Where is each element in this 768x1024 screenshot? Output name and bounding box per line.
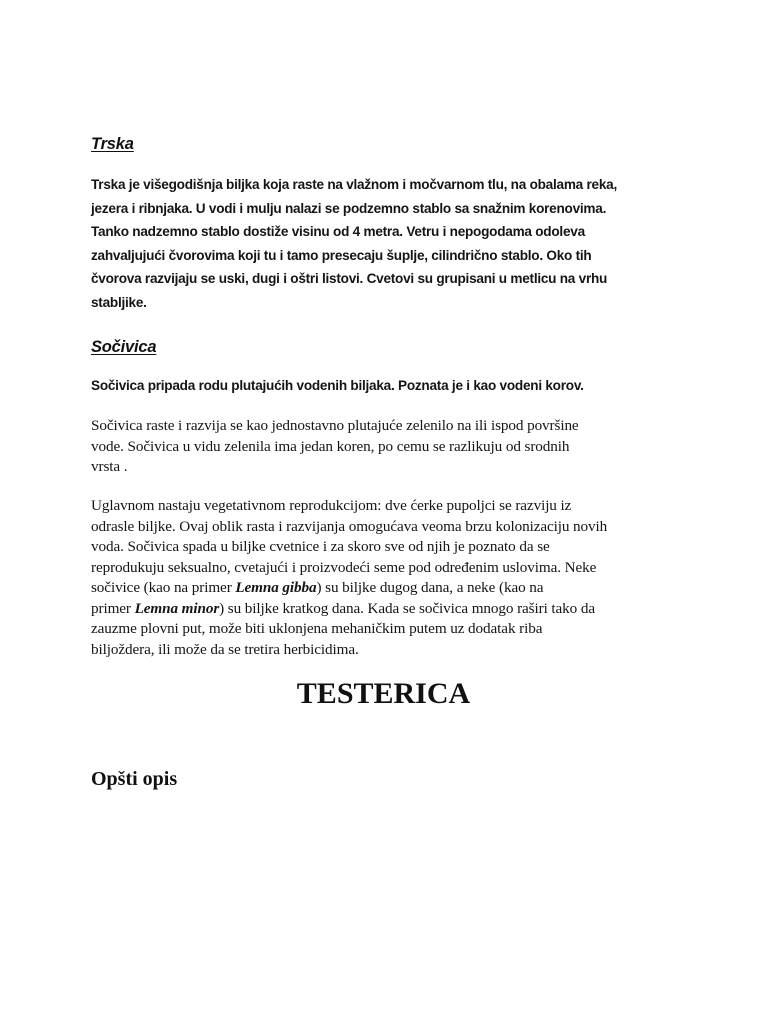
subheading-opsti-opis: Opšti opis bbox=[91, 768, 178, 790]
text-line-with-species bbox=[91, 599, 691, 620]
paragraph-socivica-1 bbox=[91, 416, 691, 478]
text-line: jezera i ribnjaka. U vodi i mulju nalazi se podzemno stablo sa snažnim korenovima. bbox=[91, 200, 607, 216]
text-line: stabljike. bbox=[91, 294, 147, 310]
text-line: Tanko nadzemno stablo dostiže visinu od 4 metra. Vetru i nepogodama odoleva bbox=[91, 224, 585, 239]
species-name-lemna-gibba: Lemna gibba bbox=[235, 579, 317, 596]
title-testerica: TESTERICA bbox=[296, 677, 471, 710]
text-fragment: sočivice (kao na primer bbox=[91, 579, 236, 596]
text-line-with-species bbox=[91, 578, 691, 599]
text-line: reprodukuju seksualno, cvetajući i proizvodeći seme pod određenim uslovima. Neke bbox=[91, 558, 597, 576]
species-name-lemna-minor: Lemna minor bbox=[134, 599, 220, 617]
paragraph-trska bbox=[91, 173, 661, 314]
text-line: zauzme plovni put, može biti uklonjena mehaničkim putem uz dodatak riba bbox=[91, 620, 543, 637]
heading-socivica: Sočivica bbox=[91, 338, 157, 356]
text-fragment: primer bbox=[91, 599, 135, 617]
text-line: vrsta . bbox=[91, 458, 128, 475]
text-fragment: ) su biljke kratkog dana. Kada se sočivica mnogo raširi tako da bbox=[219, 599, 595, 617]
text-line: Uglavnom nastaju vegetativnom reprodukcijom: dve ćerke pupoljci se razviju iz bbox=[91, 497, 572, 514]
heading-trska: Trska bbox=[91, 135, 134, 153]
paragraph-socivica-2 bbox=[91, 496, 691, 660]
text-line: voda. Sočivica spada u biljke cvetnice i za skoro sve od njih je poznato da se bbox=[91, 538, 550, 555]
text-line: vode. Sočivica u vidu zelenila ima jedan koren, po cemu se razlikuju od srodnih bbox=[91, 437, 570, 455]
text-line: odrasle biljke. Ovaj oblik rasta i razvijanja omogućava veoma brzu kolonizaciju novih bbox=[91, 517, 608, 535]
document-page bbox=[91, 0, 691, 1024]
text-fragment: ) su biljke dugog dana, a neke (kao na bbox=[316, 579, 544, 596]
text-line: zahvaljujući čvorovima koji tu i tamo presecaju šuplje, cilindrično stablo. Oko tih bbox=[91, 247, 592, 263]
text-line: čvorova razvijaju se uski, dugi i oštri listovi. Cvetovi su grupisani u metlicu na vrhu bbox=[91, 271, 608, 286]
text-line: Sočivica raste i razvija se kao jednostavno plutajuće zelenilo na ili ispod površine bbox=[91, 417, 579, 434]
paragraph-socivica-intro bbox=[91, 374, 661, 398]
text-line: Trska je višegodišnja biljka koja raste na vlažnom i močvarnom tlu, na obalama reka, bbox=[91, 177, 617, 192]
text-line: Sočivica pripada rodu plutajućih vodenih biljaka. Poznata je i kao vodeni korov. bbox=[91, 378, 584, 393]
text-line: biljoždera, ili može da se tretira herbicidima. bbox=[91, 640, 359, 658]
